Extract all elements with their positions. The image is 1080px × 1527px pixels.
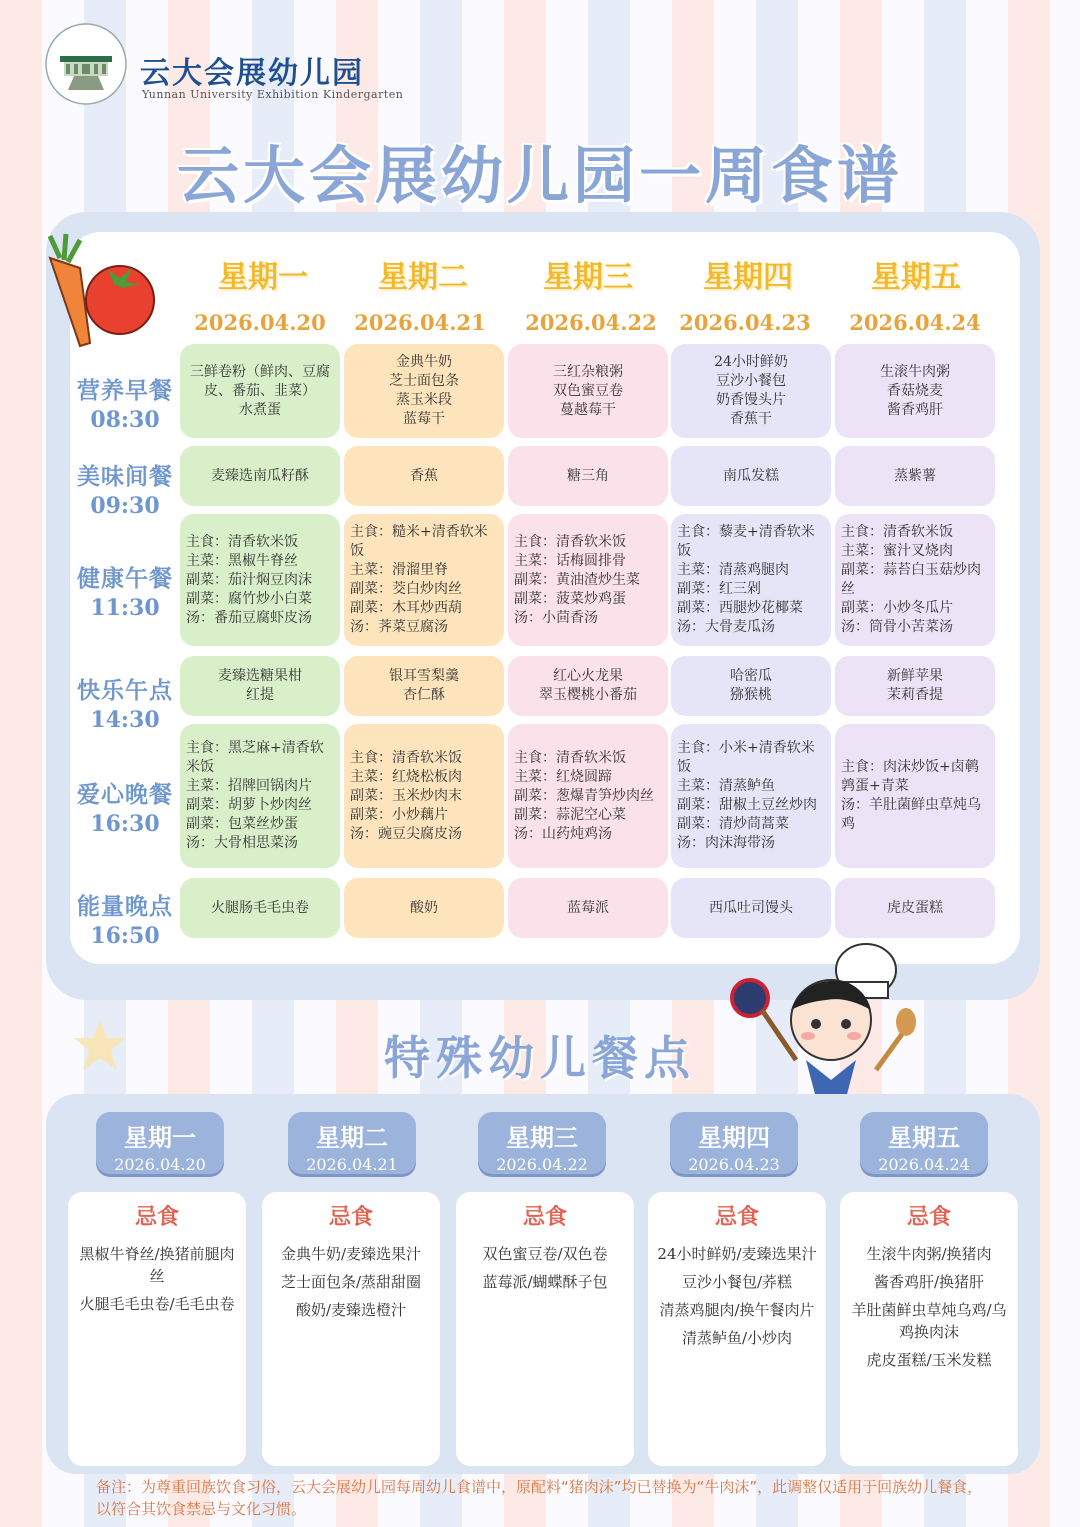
menu-item: 翠玉樱桃小番茄	[539, 687, 637, 703]
menu-item: 汤：大骨麦瓜汤	[677, 619, 775, 635]
menu-cell	[180, 878, 340, 938]
menu-item: 主食：糙米+清香软米饭	[350, 524, 488, 559]
meal-time: 16:50	[90, 923, 160, 949]
menu-item: 主食：肉沫炒饭+卤鹌鹑蛋+青菜	[841, 759, 979, 794]
tab-date: 2026.04.24	[878, 1155, 970, 1174]
special-tab-fri	[860, 1112, 988, 1174]
meal-label-breakfast	[66, 372, 184, 433]
day-date-fri: 2026.04.24	[849, 310, 981, 335]
menu-item: 火腿肠毛毛虫卷	[211, 899, 309, 916]
meal-time: 08:30	[90, 407, 160, 433]
menu-cell	[508, 446, 668, 506]
menu-item: 汤：肉沫海带汤	[677, 835, 775, 851]
menu-item: 副菜：蒜泥空心菜	[514, 806, 626, 823]
menu-item: 副菜：葱爆青笋炒肉丝	[514, 787, 654, 804]
avoid-label: 忌食	[328, 1205, 373, 1230]
menu-item: 三红杂粮粥	[553, 363, 623, 380]
menu-item: 奶香馒头片	[716, 392, 786, 408]
avoid-item: 清蒸鲈鱼/小炒肉	[681, 1329, 793, 1347]
day-header-fri: 星期五	[871, 260, 961, 295]
tab-date: 2026.04.22	[496, 1155, 588, 1174]
menu-item: 主菜：清蒸鸡腿肉	[677, 562, 789, 578]
menu-item: 新鲜苹果	[887, 668, 943, 684]
tab-day: 星期一	[124, 1124, 196, 1152]
tab-date: 2026.04.20	[114, 1155, 206, 1174]
menu-item: 麦臻选糖果柑	[218, 668, 302, 684]
day-header-wed: 星期三	[543, 260, 633, 295]
menu-item: 香菇烧麦	[887, 382, 943, 399]
footer-note: 备注：为尊重回族饮食习俗，云大会展幼儿园每周幼儿食谱中，原配料“猪肉沫”均已替换为“牛肉沫”，此调整仅适用于回族幼儿餐食，以符合其饮食禁忌与文化习惯。	[96, 1478, 983, 1518]
menu-item: 蔓越莓干	[560, 401, 616, 418]
menu-item: 生滚牛肉粥	[880, 363, 950, 380]
menu-item: 主食：黑芝麻+清香软米饭	[186, 740, 324, 775]
menu-item: 汤：大骨相思菜汤	[186, 835, 298, 851]
menu-item: 主食：小米+清香软米饭	[677, 740, 815, 775]
day-date-mon: 2026.04.20	[194, 310, 326, 335]
menu-item: 香蕉干	[730, 411, 772, 427]
menu-item: 汤：羊肚菌鲜虫草炖乌鸡	[841, 797, 981, 832]
menu-cell	[835, 344, 995, 438]
menu-cell	[671, 344, 831, 438]
meal-name: 健康午餐	[77, 566, 173, 592]
menu-cell	[180, 446, 340, 506]
meal-name: 爱心晚餐	[77, 782, 173, 808]
meal-label-night-snack	[66, 888, 184, 949]
menu-cell	[835, 514, 995, 646]
menu-item: 红心火龙果	[553, 668, 623, 684]
day-date-wed: 2026.04.22	[525, 310, 657, 335]
avoid-label: 忌食	[522, 1205, 567, 1230]
special-meals-title: 特殊幼儿餐点	[384, 1031, 696, 1085]
menu-item: 副菜：菠菜炒鸡蛋	[514, 590, 626, 607]
menu-cell	[671, 514, 831, 646]
menu-cell	[508, 656, 668, 716]
menu-item: 副菜：木耳炒西葫	[350, 600, 462, 616]
menu-item: 副菜：胡萝卜炒肉丝	[186, 797, 312, 813]
menu-item: 主食：藜麦+清香软米饭	[677, 524, 815, 559]
menu-item: 蒸玉米段	[396, 392, 452, 408]
menu-cell	[344, 514, 504, 646]
menu-item: 虎皮蛋糕	[887, 899, 943, 916]
menu-item: 银耳雪梨羹	[389, 668, 459, 684]
avoid-card	[648, 1192, 826, 1466]
menu-item: 主菜：红烧松板肉	[350, 768, 462, 785]
menu-item: 茉莉香提	[887, 687, 943, 703]
menu-cell	[344, 724, 504, 868]
tab-date: 2026.04.21	[306, 1155, 398, 1174]
menu-cell	[671, 446, 831, 506]
menu-item: 主菜：清蒸鲈鱼	[677, 778, 775, 794]
avoid-item: 双色蜜豆卷/双色卷	[482, 1245, 608, 1263]
special-tab-wed	[478, 1112, 606, 1174]
menu-item: 主食：清香软米饭	[350, 749, 462, 766]
tab-day: 星期三	[506, 1124, 578, 1152]
menu-item: 蒸紫薯	[894, 467, 936, 484]
tab-date: 2026.04.23	[688, 1155, 780, 1174]
menu-item: 金典牛奶	[396, 354, 452, 370]
menu-item: 蓝莓派	[567, 899, 609, 916]
menu-item: 西瓜吐司馒头	[709, 899, 793, 916]
menu-item: 副菜：黄油渣炒生菜	[514, 571, 640, 588]
menu-item: 主食：清香软米饭	[186, 533, 298, 550]
meal-time: 11:30	[90, 595, 160, 621]
menu-item: 副菜：茄汁焖豆肉沫	[186, 571, 312, 588]
avoid-item: 金典牛奶/麦臻选果汁	[280, 1245, 422, 1263]
avoid-item: 火腿毛毛虫卷/毛毛虫卷	[79, 1295, 235, 1313]
menu-item: 副菜：小炒藕片	[350, 806, 448, 823]
menu-item: 猕猴桃	[730, 687, 772, 703]
menu-cell	[180, 514, 340, 646]
meal-label-snack-am	[66, 458, 184, 519]
menu-item: 主食：清香软米饭	[841, 524, 953, 540]
avoid-item: 芝士面包条/蒸甜甜圈	[280, 1273, 422, 1291]
menu-item: 主菜：滑溜里脊	[350, 562, 448, 578]
menu-item: 蓝莓干	[403, 411, 445, 427]
avoid-label: 忌食	[134, 1205, 179, 1230]
menu-cell	[508, 724, 668, 868]
menu-item: 糖三角	[567, 467, 609, 484]
avoid-item: 虎皮蛋糕/玉米发糕	[866, 1351, 992, 1369]
menu-item: 酱香鸡肝	[887, 401, 943, 418]
kindergarten-logo	[44, 22, 128, 106]
avoid-card	[456, 1192, 634, 1466]
meal-name: 快乐午点	[77, 678, 173, 704]
avoid-item: 酱香鸡肝/换猪肝	[873, 1273, 985, 1291]
menu-cell	[344, 878, 504, 938]
avoid-item: 羊肚菌鲜虫草炖乌鸡/乌鸡换肉沫	[851, 1301, 1007, 1341]
menu-cell	[835, 446, 995, 506]
menu-item: 副菜：清炒茼蒿菜	[677, 816, 789, 832]
kindergarten-name-en: Yunnan University Exhibition Kindergarten	[142, 88, 404, 101]
menu-item: 副菜：玉米炒肉末	[350, 787, 462, 804]
meal-name: 能量晚点	[77, 894, 173, 920]
menu-item: 豆沙小餐包	[716, 373, 786, 389]
menu-item: 副菜：小炒冬瓜片	[841, 600, 953, 616]
menu-item: 汤：番茄豆腐虾皮汤	[186, 609, 312, 626]
menu-item: 副菜：腐竹炒小白菜	[186, 590, 312, 607]
menu-item: 汤：山药炖鸡汤	[514, 825, 612, 842]
meal-name: 美味间餐	[77, 464, 173, 490]
menu-item: 副菜：蒜苔白玉菇炒肉丝	[841, 562, 981, 597]
menu-item: 主菜：招牌回锅肉片	[186, 778, 312, 794]
menu-cell	[835, 724, 995, 868]
menu-item: 杏仁酥	[403, 687, 445, 703]
day-header-thu: 星期四	[703, 260, 793, 295]
menu-item: 水煮蛋	[239, 401, 281, 418]
menu-item: 酸奶	[410, 899, 438, 916]
menu-item: 主食：清香软米饭	[514, 533, 626, 550]
avoid-card	[262, 1192, 440, 1466]
menu-item: 主菜：话梅圆排骨	[514, 552, 626, 569]
avoid-item: 酸奶/麦臻选橙汁	[295, 1301, 407, 1319]
menu-cell	[671, 724, 831, 868]
menu-cell	[344, 446, 504, 506]
menu-cell	[180, 724, 340, 868]
menu-cell	[508, 344, 668, 438]
menu-item: 副菜：红三剁	[677, 581, 761, 597]
menu-item: 主菜：红烧圆蹄	[514, 768, 612, 785]
tab-day: 星期四	[698, 1124, 770, 1152]
menu-item: 南瓜发糕	[723, 467, 779, 484]
avoid-label: 忌食	[906, 1205, 951, 1230]
meal-label-lunch	[66, 560, 184, 621]
special-tab-thu	[670, 1112, 798, 1174]
avoid-item: 蓝莓派/蝴蝶酥子包	[482, 1273, 608, 1291]
menu-item: 芝士面包条	[389, 373, 459, 389]
menu-item: 汤：荠菜豆腐汤	[350, 619, 448, 635]
menu-cell	[835, 656, 995, 716]
avoid-item: 清蒸鸡腿肉/换午餐肉片	[659, 1301, 815, 1319]
menu-item: 双色蜜豆卷	[553, 382, 623, 399]
meal-name: 营养早餐	[77, 378, 173, 404]
meal-time: 14:30	[90, 707, 160, 733]
menu-item: 主菜：黑椒牛脊丝	[186, 552, 298, 569]
menu-cell	[671, 878, 831, 938]
menu-cell	[344, 344, 504, 438]
menu-item: 红提	[246, 687, 274, 703]
tab-day: 星期二	[316, 1124, 388, 1152]
menu-item: 副菜：甜椒土豆丝炒肉	[677, 797, 817, 813]
special-tab-tue	[288, 1112, 416, 1174]
menu-item: 汤：筒骨小苦菜汤	[841, 619, 953, 635]
meal-time: 16:30	[90, 811, 160, 837]
day-header-tue: 星期二	[378, 260, 468, 295]
menu-item: 三鲜卷粉（鲜肉、豆腐皮、番茄、韭菜）	[190, 363, 330, 399]
avoid-card	[840, 1192, 1018, 1466]
avoid-item: 豆沙小餐包/荞糕	[681, 1273, 793, 1291]
day-header-mon: 星期一	[218, 260, 308, 295]
day-date-thu: 2026.04.23	[679, 310, 811, 335]
menu-item: 副菜：茭白炒肉丝	[350, 581, 462, 597]
menu-item: 24小时鲜奶	[714, 354, 788, 370]
menu-item: 主菜：蜜汁叉烧肉	[841, 543, 953, 559]
tab-day: 星期五	[888, 1124, 960, 1152]
menu-item: 麦臻选南瓜籽酥	[211, 467, 309, 484]
menu-cell	[508, 878, 668, 938]
avoid-item: 黑椒牛脊丝/换猪前腿肉丝	[79, 1245, 235, 1285]
kindergarten-name: 云大会展幼儿园	[140, 56, 364, 91]
menu-cell	[180, 656, 340, 716]
menu-item: 汤：小茴香汤	[514, 609, 598, 626]
avoid-label: 忌食	[714, 1205, 759, 1230]
menu-item: 主食：清香软米饭	[514, 749, 626, 766]
menu-cell	[344, 656, 504, 716]
meal-label-snack-pm	[66, 672, 184, 733]
menu-item: 副菜：西腿炒花椰菜	[677, 600, 803, 616]
menu-cell	[180, 344, 340, 438]
carrot-tomato-icon	[30, 228, 160, 348]
avoid-item: 24小时鲜奶/麦臻选果汁	[657, 1245, 817, 1263]
menu-item: 哈密瓜	[730, 668, 772, 684]
meal-time: 09:30	[90, 493, 160, 519]
avoid-item: 生滚牛肉粥/换猪肉	[866, 1245, 992, 1263]
menu-cell	[835, 878, 995, 938]
menu-cell	[671, 656, 831, 716]
special-tab-mon	[96, 1112, 224, 1174]
menu-cell	[508, 514, 668, 646]
menu-item: 汤：豌豆尖腐皮汤	[350, 825, 462, 842]
day-date-tue: 2026.04.21	[354, 310, 486, 335]
menu-item: 香蕉	[410, 467, 438, 484]
meal-label-dinner	[66, 776, 184, 837]
avoid-card	[68, 1192, 246, 1466]
page-title: 云大会展幼儿园一周食谱	[176, 139, 903, 212]
menu-item: 副菜：包菜丝炒蛋	[186, 816, 298, 832]
